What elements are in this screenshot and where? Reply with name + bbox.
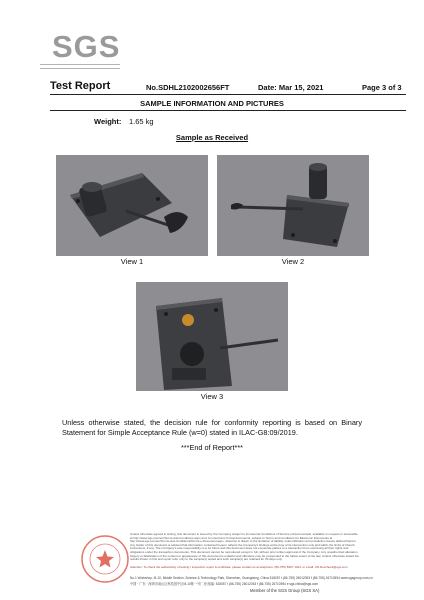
authenticity-notice: Attention: To check the authenticity of testing / inspection report & certificate, please contact us at telephone: (86-755) 8307 1443, or email: CN.Doccheck@sgs.com xyxy=(130,566,348,569)
sgs-logo: SGS xyxy=(52,29,121,64)
decision-rule-statement: Unless otherwise stated, the decision rule for conformity reporting is based on Binary Statement for Simple Acceptance Rule (w=0) stated in ILAC-G8:09/2019. xyxy=(62,418,362,437)
photo-view-1 xyxy=(56,155,208,267)
report-number: No.SDHL2102002656FT xyxy=(146,83,230,92)
chair-mechanism-icon xyxy=(217,155,369,267)
contact-line-cn: 中国 · 广东 · 深圳市南山区科技园中区M-10栋一号厂房 邮编: 518057 t (86-755) 26012053 f (86-755) 26710594 e sgs.china@sgs.com xyxy=(130,582,319,586)
section-title: SAMPLE INFORMATION AND PICTURES xyxy=(140,99,284,108)
terms-fine-print: Unless otherwise agreed in writing, this document is issued by the Company subject to its General Conditions of Service printed overleaf, available on request or accessible at http://www.sgs.com/en/Terms-and-Conditions.aspx and, for electronic format documents, subject to Terms and Conditions for Electronic Documents at http://www.sgs.com/en/Terms-and-Conditions/Terms-e-Document.aspx. Attention is drawn to the limitation of liability, indemnification and jurisdiction issues defined therein. Any holder of this document is advised that information contained hereon reflects the Company's findings at the time of its intervention only and within the limits of Client's instructions, if any. The Company's sole responsibility is to its Client and this document does not exonerate parties to a transaction from exercising all their rights and obligations under the transaction documents. This document cannot be reproduced except in full, without prior written approval of the Company. Any unauthorized alteration, forgery or falsification of the content or appearance of this document is unlawful and offenders may be prosecuted to the fullest extent of the law. Unless otherwise stated the results shown in this test report refer only to the sample(s) tested and such sample(s) are retained for 30 days only. xyxy=(130,533,359,562)
chair-mechanism-icon xyxy=(56,155,208,267)
logo-divider-2 xyxy=(40,68,120,69)
report-title: Test Report xyxy=(50,80,111,92)
end-of-report: ***End of Report*** xyxy=(180,443,244,452)
section-rule xyxy=(50,110,406,111)
sample-title: Sample as Received xyxy=(175,133,249,142)
photo-view-2 xyxy=(217,155,369,267)
page-number: Page 3 of 3 xyxy=(362,83,402,92)
company-seal-stamp xyxy=(80,534,130,584)
photo-caption: View 2 xyxy=(217,256,369,267)
member-of-group: Member of the SGS Group (SGS SA) xyxy=(250,588,320,593)
report-date: Date: Mar 15, 2021 xyxy=(258,83,324,92)
weight-value: 1.65 kg xyxy=(129,117,154,126)
photo-caption: View 1 xyxy=(56,256,208,267)
chair-mechanism-icon xyxy=(136,282,288,402)
contact-line-en: No.1 Workshop, M-10, Middle Section, Science & Technology Park, Shenzhen, Guangdong, China 518057 t (86-755) 26012053 f (86-755) 26710594 www.sgsgroup.com.cn xyxy=(130,576,373,580)
logo-divider xyxy=(40,64,120,65)
weight-label: Weight: xyxy=(94,117,122,126)
header-rule xyxy=(50,94,406,95)
photo-view-3 xyxy=(136,282,288,402)
photo-caption: View 3 xyxy=(136,391,288,402)
